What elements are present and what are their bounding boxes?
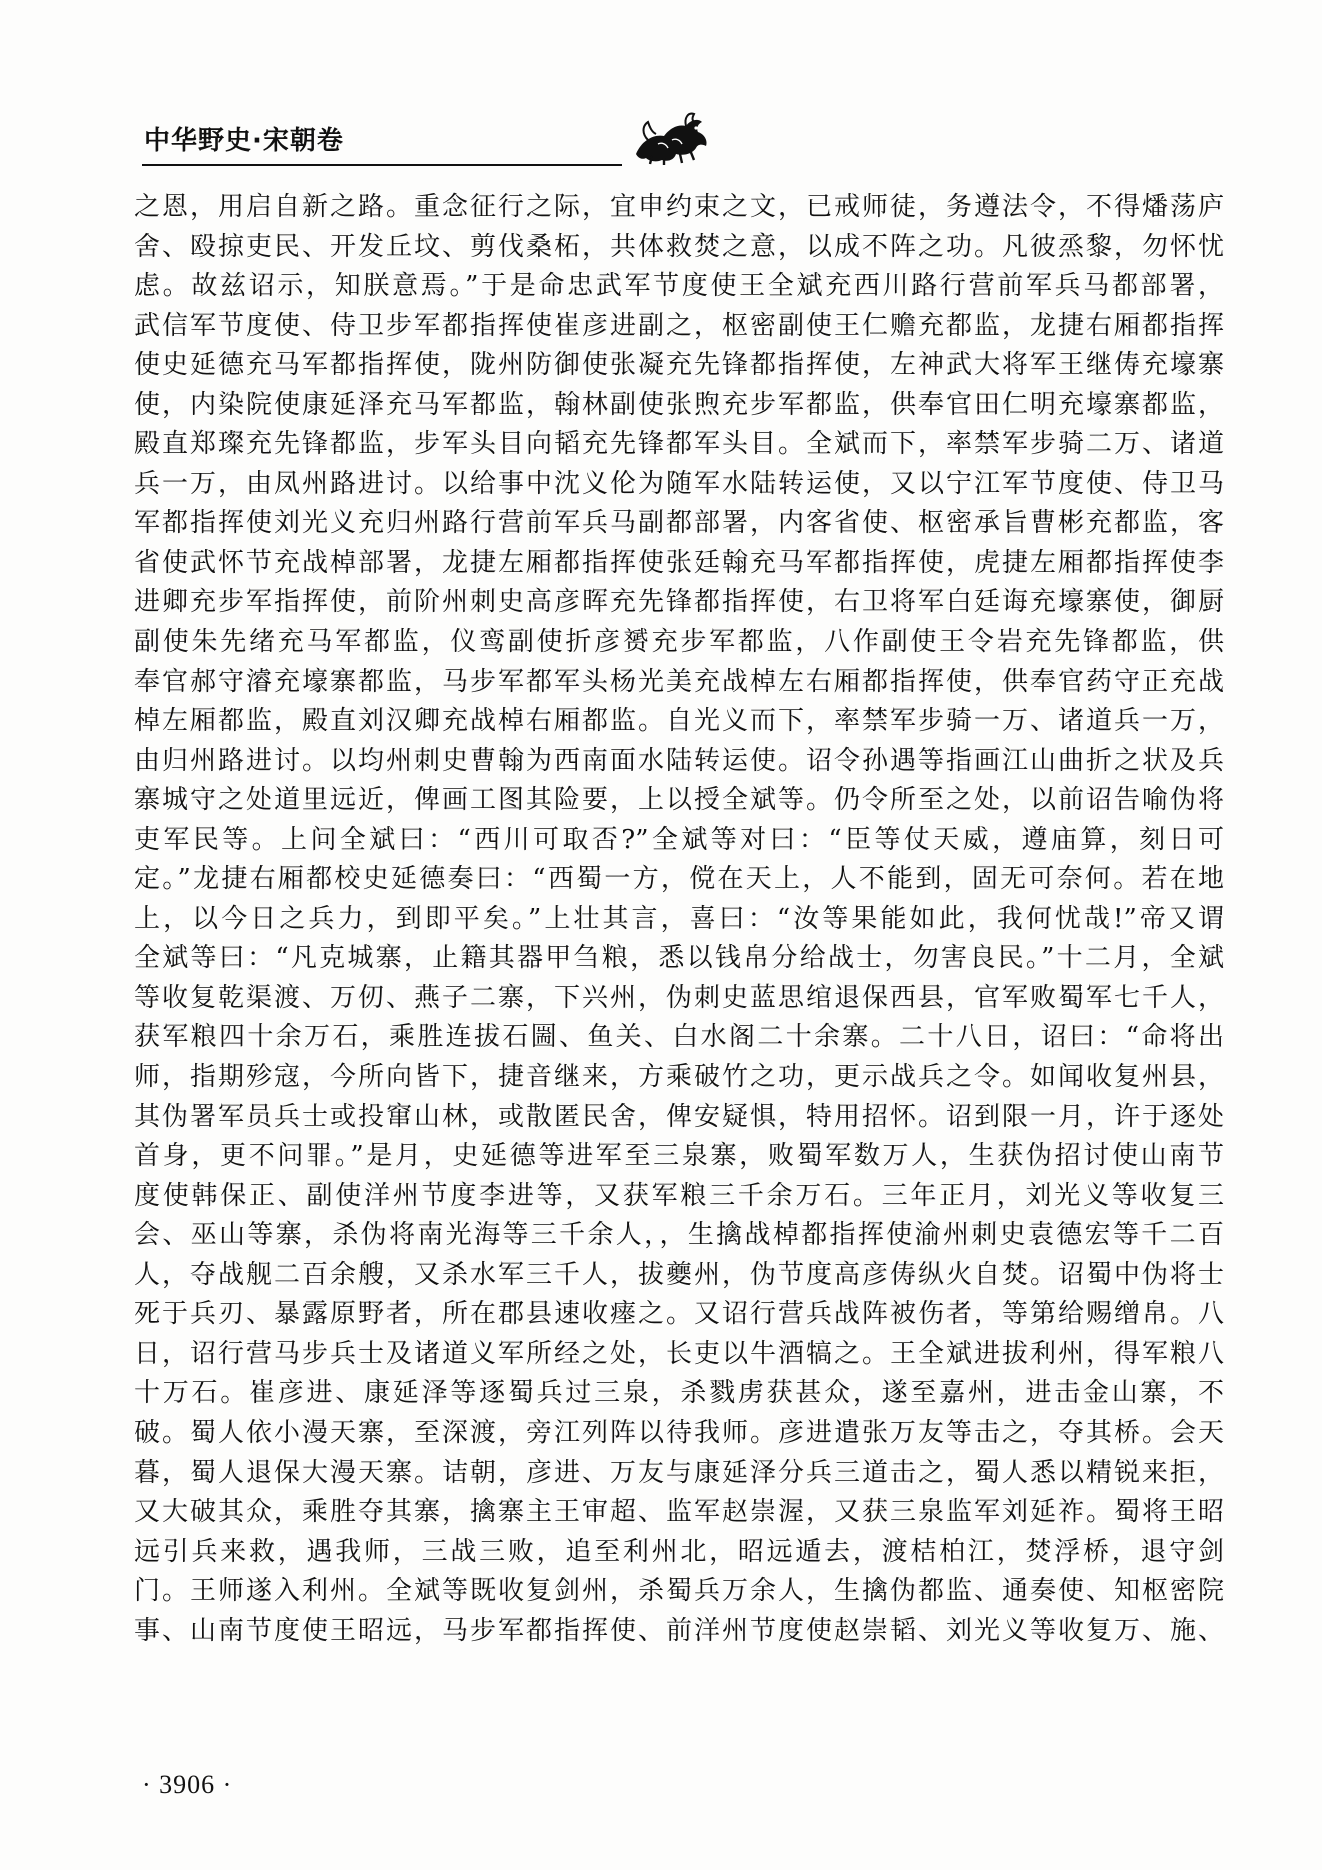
running-header xyxy=(142,114,1222,166)
text-line: 进卿充步军指挥使，前阶州刺史高彦晖充先锋都指挥使，右卫将军白廷诲充壕寨使，御厨 xyxy=(134,587,1224,618)
text-line: 使史延德充马军都指挥使，陇州防御使张凝充先锋都指挥使，左神武大将军王继俦充壕寨 xyxy=(134,350,1224,381)
text-line: 日，诏行营马步兵士及诸道义军所经之处，长吏以牛酒犒之。王全斌进拔利州，得军粮八 xyxy=(134,1338,1224,1369)
text-line: 棹左厢都监，殿直刘汉卿充战棹右厢都监。自光义而下，率禁军步骑一万、诸道兵一万， xyxy=(134,706,1224,737)
text-line: 等收复乾渠渡、万仞、燕子二寨，下兴州，伪刺史蓝思绾退保西县，官军败蜀军七千人， xyxy=(134,982,1224,1013)
text-line: 首身，更不问罪。”是月，史延德等进军至三泉寨，败蜀军数万人，生获伪招讨使山南节 xyxy=(134,1141,1224,1172)
text-line: 又大破其众，乘胜夺其寨，擒寨主王审超、监军赵崇渥，又获三泉监军刘延祚。蜀将王昭 xyxy=(134,1497,1224,1528)
text-line: 师，指期殄寇，今所向皆下，捷音继来，方乘破竹之功，更示战兵之令。如闻收复州县， xyxy=(134,1062,1224,1093)
page-number: · 3906 · xyxy=(142,1770,233,1799)
text-line: 人，夺战舰二百余艘，又杀水军三千人，拔夔州，伪节度高彦俦纵火自焚。诏蜀中伪将士 xyxy=(134,1259,1224,1290)
text-line: 其伪署军员兵士或投窜山林，或散匿民舍，俾安疑惧，特用招怀。诏到限一月，许于逐处 xyxy=(134,1101,1224,1132)
text-line: 省使武怀节充战棹部署，龙捷左厢都指挥使张廷翰充马军都指挥使，虎捷左厢都指挥使李 xyxy=(134,547,1224,578)
text-line: 获军粮四十余万石，乘胜连拔石圌、鱼关、白水阁二十余寨。二十八日，诏曰：“命将出 xyxy=(134,1022,1224,1053)
body-text xyxy=(134,188,1224,1651)
text-line: 暮，蜀人退保大漫天寨。诘朝，彦进、万友与康延泽分兵三道击之，蜀人悉以精锐来拒， xyxy=(134,1457,1224,1488)
text-line: 全斌等曰：“凡克城寨，止籍其器甲刍粮，悉以钱帛分给战士，勿害良民。”十二月，全斌 xyxy=(134,943,1224,974)
text-line: 破。蜀人依小漫天寨，至深渡，旁江列阵以待我师。彦进遣张万友等击之，夺其桥。会天 xyxy=(134,1417,1224,1448)
text-line: 殿直郑璨充先锋都监，步军头目向韬充先锋都军头目。全斌而下，率禁军步骑二万、诸道 xyxy=(134,429,1224,460)
text-line: 上，以今日之兵力，到即平矣。”上壮其言，喜曰：“汝等果能如此，我何忧哉!”帝又谓 xyxy=(134,903,1224,934)
text-line: 十万石。崔彦进、康延泽等逐蜀兵过三泉，杀戮虏获甚众，遂至嘉州，进击金山寨，不 xyxy=(134,1378,1224,1409)
text-line: 兵一万，由凤州路进讨。以给事中沈义伦为随军水陆转运使，又以宁江军节度使、侍卫马 xyxy=(134,468,1224,499)
text-line: 由归州路进讨。以均州刺史曹翰为西南面水陆转运使。诏令孙遇等指画江山曲折之状及兵 xyxy=(134,745,1224,776)
text-line: 寨城守之处道里远近，俾画工图其险要，上以授全斌等。仍令所至之处，以前诏告喻伪将 xyxy=(134,785,1224,816)
qilin-beast-icon xyxy=(628,110,718,166)
text-line: 会、巫山等寨，杀伪将南光海等三千余人，，生擒战棹都指挥使渝州刺史袁德宏等千二百 xyxy=(134,1220,1224,1251)
text-line: 奉官郝守濬充壕寨都监，马步军都军头杨光美充战棹左右厢都指挥使，供奉官药守正充战 xyxy=(134,666,1224,697)
text-line: 死于兵刃、暴露原野者，所在郡县速收瘗之。又诏行营兵战阵被伤者，等第给赐缯帛。八 xyxy=(134,1299,1224,1330)
text-line: 度使韩保正、副使洋州节度李进等，又获军粮三千余万石。三年正月，刘光义等收复三 xyxy=(134,1180,1224,1211)
text-line: 军都指挥使刘光义充归州路行营前军兵马副都部署，内客省使、枢密承旨曹彬充都监，客 xyxy=(134,508,1224,539)
text-line: 武信军节度使、侍卫步军都指挥使崔彦进副之，枢密副使王仁赡充都监，龙捷右厢都指挥 xyxy=(134,310,1224,341)
text-line: 舍、殴掠吏民、开发丘坟、剪伐桑柘，共体救焚之意，以成不阵之功。凡彼烝黎，勿怀忧 xyxy=(134,231,1224,262)
text-line: 副使朱先绪充马军都监，仪鸾副使折彦赟充步军都监，八作副使王令岩充先锋都监，供 xyxy=(134,627,1224,658)
text-line: 事、山南节度使王昭远，马步军都指挥使、前洋州节度使赵崇韬、刘光义等收复万、施、 xyxy=(134,1615,1224,1646)
text-line: 之恩，用启自新之路。重念征行之际，宜申约束之文，已戒师徒，务遵法令，不得燔荡庐 xyxy=(134,192,1224,222)
text-line: 使，内染院使康延泽充马军都监，翰林副使张煦充步军都监，供奉官田仁明充壕寨都监， xyxy=(134,389,1224,420)
text-line: 定。”龙捷右厢都校史延德奏曰：“西蜀一方，傥在天上，人不能到，固无可奈何。若在地 xyxy=(134,864,1224,895)
header-rule xyxy=(142,164,622,166)
text-line: 虑。故兹诏示，知朕意焉。”于是命忠武军节度使王全斌充西川路行营前军兵马都部署， xyxy=(134,271,1224,302)
text-line: 门。王师遂入利州。全斌等既收复剑州，杀蜀兵万余人，生擒伪都监、通奏使、知枢密院 xyxy=(134,1576,1224,1607)
text-line: 远引兵来救，遇我师，三战三败，追至利州北，昭远遁去，渡桔柏江，焚浮桥，退守剑 xyxy=(134,1536,1224,1567)
running-title: 中华野史·宋朝卷 xyxy=(144,126,344,156)
text-line: 吏军民等。上问全斌曰：“西川可取否?”全斌等对曰：“臣等仗天威，遵庙算，刻日可 xyxy=(134,824,1224,855)
